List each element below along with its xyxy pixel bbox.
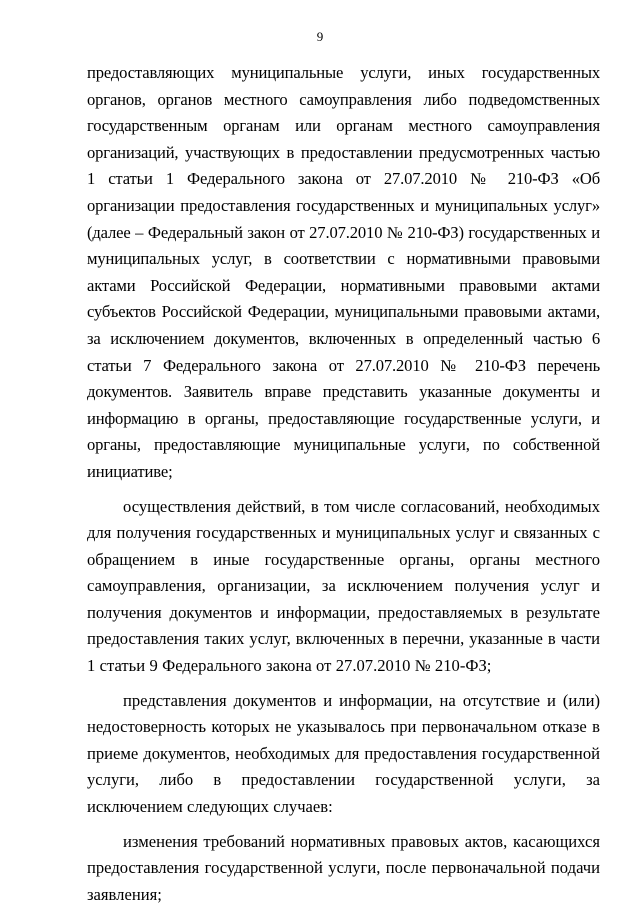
paragraph-actions: осуществления действий, в том числе согласований, необходимых для получения государственных и муниципальных услуг и связанных с обращением в иные государственные органы, органы местного самоуправления, организации, за исключением получения услуг и получения документов и информации, предоставляемых в результате предоставления таких услуг, включенных в перечни, указанные в части 1 статьи 9 Федерального закона от 27.07.2010 № 210-ФЗ;: [87, 496, 600, 676]
page-number: 9: [316, 29, 324, 44]
document-body: [87, 60, 600, 908]
paragraph-changes: изменения требований нормативных правовых актов, касающихся предоставления государственной услуги, после первоначальной подачи заявления;: [87, 831, 600, 904]
paragraph-continuation: предоставляющих муниципальные услуги, иных государственных органов, органов местного самоуправления либо подведомственных государственным органам или органам местного самоуправления организаций, участвующих в предоставлении предусмотренных частью 1 статьи 1 Федерального закона от 27.07.2010 № 210-ФЗ «Об организации предоставления государственных и муниципальных услуг» (далее – Федеральный закон от 27.07.2010 № 210-ФЗ) государственных и муниципальных услуг, в соответствии с нормативными правовыми актами Российской Федерации, нормативными правовыми актами субъектов Российской Федерации, муниципальными правовыми актами, за исключением документов, включенных в определенный частью 6 статьи 7 Федерального закона от 27.07.2010 № 210-ФЗ перечень документов. Заявитель вправе представить указанные документы и информацию в органы, предоставляющие государственные услуги, и органы, предоставляющие муниципальные услуги, по собственной инициативе;: [87, 63, 600, 481]
paragraph-documents: представления документов и информации, на отсутствие и (или) недостоверность которых не указывалось при первоначальном отказе в приеме документов, необходимых для предоставления государственной услуги, либо в предоставлении государственной услуги, за исключением следующих случаев:: [87, 690, 600, 817]
